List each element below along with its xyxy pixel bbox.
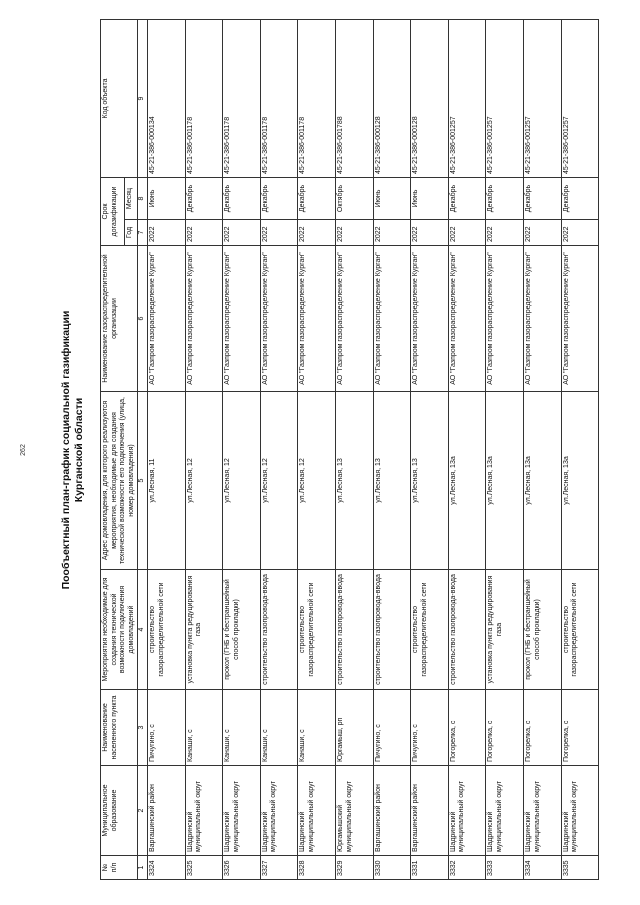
cell-num: 3327 <box>260 856 298 880</box>
cell-month: Декабрь <box>448 178 486 220</box>
cell-code: 45-21-386-001178 <box>185 20 223 178</box>
page-number: 262 <box>20 444 27 456</box>
cell-year: 2022 <box>223 220 261 246</box>
cell-month: Июнь <box>373 178 411 220</box>
cell-code: 45-21-386-001257 <box>523 20 561 178</box>
cell-num: 3335 <box>561 856 599 880</box>
table-row <box>298 20 336 880</box>
cell-address: ул.Лесная, 13а <box>448 392 486 570</box>
cell-code: 45-21-386-001178 <box>260 20 298 178</box>
cell-measure: строительство газопровода-ввода <box>335 570 373 690</box>
cell-address: ул.Лесная, 12 <box>223 392 261 570</box>
cell-num: 3334 <box>523 856 561 880</box>
cell-num: 3328 <box>298 856 336 880</box>
cell-year: 2022 <box>147 220 185 246</box>
cell-measure: прокол (ГНБ и бестраншейный способ прокладки) <box>223 570 261 690</box>
cell-settlement: Погорелка, с <box>561 690 599 766</box>
cell-address: ул.Лесная, 12 <box>298 392 336 570</box>
cell-settlement: Пичугино, с <box>147 690 185 766</box>
cell-org: АО "Газпром газораспределение Курган" <box>185 246 223 392</box>
cell-code: 45-21-386-000128 <box>411 20 449 178</box>
cell-settlement: Погорелка, с <box>486 690 524 766</box>
cell-address: ул.Лесная, 13а <box>523 392 561 570</box>
cell-measure: строительство газопровода-ввода <box>373 570 411 690</box>
table-row <box>523 20 561 880</box>
cell-settlement: Погорелка, с <box>448 690 486 766</box>
cell-year: 2022 <box>561 220 599 246</box>
cell-year: 2022 <box>260 220 298 246</box>
header-measures: Мероприятия необходимые для создания технической возможности подключения домовладений <box>101 570 138 690</box>
cell-municipality: Варгашинский район <box>411 766 449 856</box>
cell-address: ул.Лесная, 13 <box>335 392 373 570</box>
cell-settlement: Погорелка, с <box>523 690 561 766</box>
cell-num: 3331 <box>411 856 449 880</box>
cell-code: 45-21-386-001178 <box>223 20 261 178</box>
gasification-table <box>100 19 599 880</box>
cell-settlement: Канаши, с <box>298 690 336 766</box>
column-index-row <box>138 20 148 880</box>
table-row <box>147 20 185 880</box>
cell-address: ул.Лесная, 11 <box>147 392 185 570</box>
cell-municipality: Шадринский муниципальный округ <box>561 766 599 856</box>
cell-municipality: Варгашинский район <box>373 766 411 856</box>
cell-month: Декабрь <box>223 178 261 220</box>
table-row <box>448 20 486 880</box>
title-line-2: Курганской области <box>73 397 85 503</box>
cell-address: ул.Лесная, 12 <box>260 392 298 570</box>
cell-year: 2022 <box>185 220 223 246</box>
table-row <box>223 20 261 880</box>
header-year: Год <box>124 220 138 246</box>
table-row <box>373 20 411 880</box>
cell-measure: установка пункта редуцирования газа <box>486 570 524 690</box>
cell-settlement: Канаши, с <box>185 690 223 766</box>
cell-municipality: Шадринский муниципальный округ <box>298 766 336 856</box>
table-row <box>335 20 373 880</box>
title-line-1: Пообъектный план-график социальной газификации <box>60 310 72 590</box>
cell-num: 3324 <box>147 856 185 880</box>
cell-year: 2022 <box>335 220 373 246</box>
col-index: 7 <box>138 220 148 246</box>
col-index: 2 <box>138 766 148 856</box>
header-org: Наименование газораспределительной организации <box>101 246 138 392</box>
rotated-page <box>20 20 580 880</box>
cell-num: 3332 <box>448 856 486 880</box>
cell-settlement: Канаши, с <box>223 690 261 766</box>
header-settlement: Наименование населенного пункта <box>101 690 138 766</box>
cell-year: 2022 <box>411 220 449 246</box>
cell-measure: строительство газораспределительной сети <box>561 570 599 690</box>
cell-municipality: Шадринский муниципальный округ <box>185 766 223 856</box>
cell-org: АО "Газпром газораспределение Курган" <box>223 246 261 392</box>
cell-year: 2022 <box>523 220 561 246</box>
cell-code: 45-21-386-000134 <box>147 20 185 178</box>
cell-address: ул.Лесная, 13 <box>411 392 449 570</box>
cell-month: Декабрь <box>561 178 599 220</box>
cell-settlement: Канаши, с <box>260 690 298 766</box>
cell-org: АО "Газпром газораспределение Курган" <box>411 246 449 392</box>
cell-measure: строительство газораспределительной сети <box>147 570 185 690</box>
cell-settlement: Юргамыш, рп <box>335 690 373 766</box>
cell-month: Декабрь <box>298 178 336 220</box>
cell-settlement: Пичугино, с <box>411 690 449 766</box>
header-deadline: Срок догазификации <box>101 178 125 246</box>
cell-month: Декабрь <box>523 178 561 220</box>
cell-municipality: Шадринский муниципальный округ <box>260 766 298 856</box>
cell-month: Июнь <box>411 178 449 220</box>
cell-org: АО "Газпром газораспределение Курган" <box>298 246 336 392</box>
header-municipality: Муниципальное образование <box>101 766 138 856</box>
cell-num: 3330 <box>373 856 411 880</box>
col-index: 4 <box>138 570 148 690</box>
col-index: 3 <box>138 690 148 766</box>
cell-measure: установка пункта редуцирования газа <box>185 570 223 690</box>
cell-municipality: Шадринский муниципальный округ <box>223 766 261 856</box>
table-row <box>561 20 599 880</box>
cell-code: 45-21-386-001178 <box>298 20 336 178</box>
cell-org: АО "Газпром газораспределение Курган" <box>561 246 599 392</box>
cell-address: ул.Лесная, 13 <box>373 392 411 570</box>
header-address: Адрес домовладения, для которого реализуются мероприятия, необходимые для создания технической возможности его подключения (улица, номер домовладения) <box>101 392 138 570</box>
cell-month: Декабрь <box>486 178 524 220</box>
col-index: 6 <box>138 246 148 392</box>
cell-org: АО "Газпром газораспределение Курган" <box>260 246 298 392</box>
table-row <box>260 20 298 880</box>
table-row <box>185 20 223 880</box>
cell-municipality: Варгашинский район <box>147 766 185 856</box>
cell-org: АО "Газпром газораспределение Курган" <box>486 246 524 392</box>
cell-month: Июнь <box>147 178 185 220</box>
cell-measure: строительство газораспределительной сети <box>298 570 336 690</box>
cell-num: 3333 <box>486 856 524 880</box>
cell-org: АО "Газпром газораспределение Курган" <box>147 246 185 392</box>
cell-num: 3329 <box>335 856 373 880</box>
cell-measure: прокол (ГНБ и бестраншейный способ прокладки) <box>523 570 561 690</box>
cell-org: АО "Газпром газораспределение Курган" <box>373 246 411 392</box>
cell-num: 3326 <box>223 856 261 880</box>
cell-measure: строительство газопровода-ввода <box>448 570 486 690</box>
cell-year: 2022 <box>298 220 336 246</box>
cell-year: 2022 <box>486 220 524 246</box>
cell-num: 3325 <box>185 856 223 880</box>
cell-municipality: Шадринский муниципальный округ <box>523 766 561 856</box>
cell-org: АО "Газпром газораспределение Курган" <box>448 246 486 392</box>
cell-measure: строительство газопровода-ввода <box>260 570 298 690</box>
cell-code: 45-21-386-001257 <box>448 20 486 178</box>
cell-measure: строительство газораспределительной сети <box>411 570 449 690</box>
header-code: Код объекта <box>101 20 138 178</box>
cell-address: ул.Лесная, 13а <box>561 392 599 570</box>
cell-year: 2022 <box>448 220 486 246</box>
document-title <box>60 20 86 880</box>
col-index: 8 <box>138 178 148 220</box>
cell-code: 45-21-386-001257 <box>486 20 524 178</box>
cell-code: 45-21-386-001257 <box>561 20 599 178</box>
header-row <box>101 20 125 880</box>
cell-municipality: Шадринский муниципальный округ <box>486 766 524 856</box>
cell-address: ул.Лесная, 13а <box>486 392 524 570</box>
cell-month: Октябрь <box>335 178 373 220</box>
header-month: Месяц <box>124 178 138 220</box>
cell-code: 45-21-386-001788 <box>335 20 373 178</box>
cell-code: 45-21-386-000128 <box>373 20 411 178</box>
cell-municipality: Юргамышский муниципальный округ <box>335 766 373 856</box>
cell-month: Декабрь <box>260 178 298 220</box>
cell-month: Декабрь <box>185 178 223 220</box>
cell-year: 2022 <box>373 220 411 246</box>
table-row <box>486 20 524 880</box>
cell-municipality: Шадринский муниципальный округ <box>448 766 486 856</box>
table-row <box>411 20 449 880</box>
col-index: 1 <box>138 856 148 880</box>
cell-settlement: Пичугино, с <box>373 690 411 766</box>
cell-org: АО "Газпром газораспределение Курган" <box>335 246 373 392</box>
col-index: 9 <box>138 20 148 178</box>
header-num: № п/п <box>101 856 138 880</box>
col-index: 5 <box>138 392 148 570</box>
cell-address: ул.Лесная, 12 <box>185 392 223 570</box>
cell-org: АО "Газпром газораспределение Курган" <box>523 246 561 392</box>
